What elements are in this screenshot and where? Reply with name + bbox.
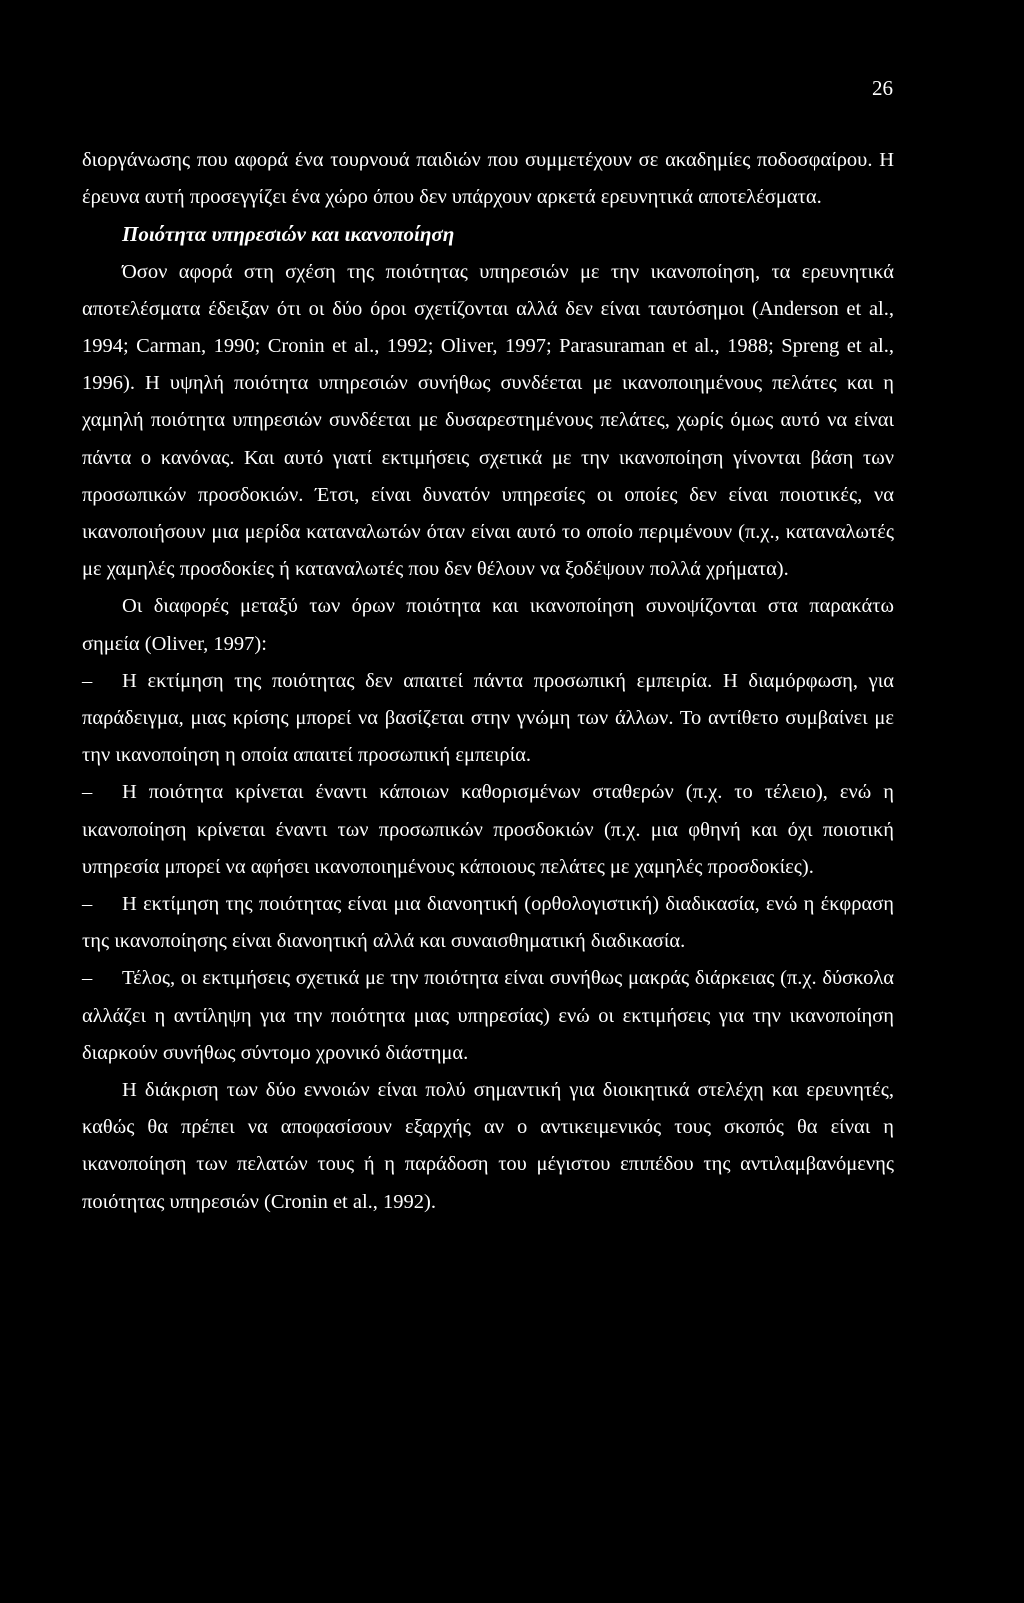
bullet-item [82, 663, 894, 775]
bullet-item [82, 774, 894, 886]
paragraph-quality-satisfaction: Όσον αφορά στη σχέση της ποιότητας υπηρεσιών με την ικανοποίηση, τα ερευνητικά αποτελέσματα έδειξαν ότι οι δύο όροι σχετίζονται αλλά δεν είναι ταυτόσημοι (Anderson et al., 1994; Carman, 1990; Cronin et al., 1992; Oliver, 1997; Parasuraman et al., 1988; Spreng et al., 1996). Η υψηλή ποιότητα υπηρεσιών συνήθως συνδέεται με ικανοποιημένους πελάτες και η χαμηλή ποιότητα υπηρεσιών συνδέεται με δυσαρεστημένους πελάτες, χωρίς όμως αυτό να είναι πάντα ο κανόνας. Και αυτό γιατί εκτιμήσεις σχετικά με την ικανοποίηση γίνονται βάση των προσωπικών προσδοκιών. Έτσι, είναι δυνατόν υπηρεσίες οι οποίες δεν είναι ποιοτικές, να ικανοποιήσουν μια μερίδα καταναλωτών όταν είναι αυτό το οποίο περιμένουν (π.χ., καταναλωτές με χαμηλές προσδοκίες ή καταναλωτές που δεν θέλουν να ξοδέψουν πολλά χρήματα). [82, 260, 894, 581]
dash-marker: – [82, 781, 93, 804]
document-body [82, 142, 894, 1221]
dash-marker: – [82, 967, 93, 990]
page-number: 26 [872, 76, 893, 100]
bullet-item [82, 960, 894, 1072]
dash-marker: – [82, 669, 93, 692]
section-heading: Ποιότητα υπηρεσιών και ικανοποίηση [122, 222, 455, 247]
bullet-text: Η εκτίμηση της ποιότητας δεν απαιτεί πάντα προσωπική εμπειρία. Η διαμόρφωση, για παράδειγμα, μιας κρίσης μπορεί να βασίζεται στην γνώμη των άλλων. Το αντίθετο συμβαίνει με την ικανοποίηση η οποία απαιτεί προσωπική εμπειρία. [82, 669, 894, 767]
bullet-item [82, 886, 894, 960]
bullet-text: Η ποιότητα κρίνεται έναντι κάποιων καθορισμένων σταθερών (π.χ. το τέλειο), ενώ η ικανοποίηση κρίνεται έναντι των προσωπικών προσδοκιών (π.χ. μια φθηνή και όχι ποιοτική υπηρεσία μπορεί να αφήσει ικανοποιημένους κάποιους πελάτες με χαμηλές προσδοκίες). [82, 781, 894, 878]
bullet-text: Τέλος, οι εκτιμήσεις σχετικά με την ποιότητα είναι συνήθως μακράς διάρκειας (π.χ. δύσκολα αλλάζει η αντίληψη για την ποιότητα μιας υπηρεσίας) ενώ οι εκτιμήσεις για την ικανοποίηση διαρκούν συνήθως σύντομο χρονικό διάστημα. [82, 967, 894, 1064]
bullet-text: Η εκτίμηση της ποιότητας είναι μια διανοητική (ορθολογιστική) διαδικασία, ενώ η έκφραση της ικανοποίησης είναι διανοητική αλλά και συναισθηματική διαδικασία. [82, 893, 894, 953]
paragraph-conclusion: Η διάκριση των δύο εννοιών είναι πολύ σημαντική για διοικητικά στελέχη και ερευνητές, καθώς θα πρέπει να αποφασίσουν εξαρχής αν ο αντικειμενικός τους σκοπός θα είναι η ικανοποίηση των πελατών τους ή η παράδοση του μέγιστου επιπέδου της αντιλαμβανόμενης ποιότητας υπηρεσιών (Cronin et al., 1992). [82, 1079, 894, 1213]
paragraph-differences-intro: Οι διαφορές μεταξύ των όρων ποιότητα και ικανοποίηση συνοψίζονται στα παρακάτω σημεία (Oliver, 1997): [82, 595, 894, 655]
dash-marker: – [82, 893, 93, 916]
intro-paragraph: διοργάνωσης που αφορά ένα τουρνουά παιδιών που συμμετέχουν σε ακαδημίες ποδοσφαίρου. Η έρευνα αυτή προσεγγίζει ένα χώρο όπου δεν υπάρχουν αρκετά ερευνητικά αποτελέσματα. [82, 149, 894, 209]
